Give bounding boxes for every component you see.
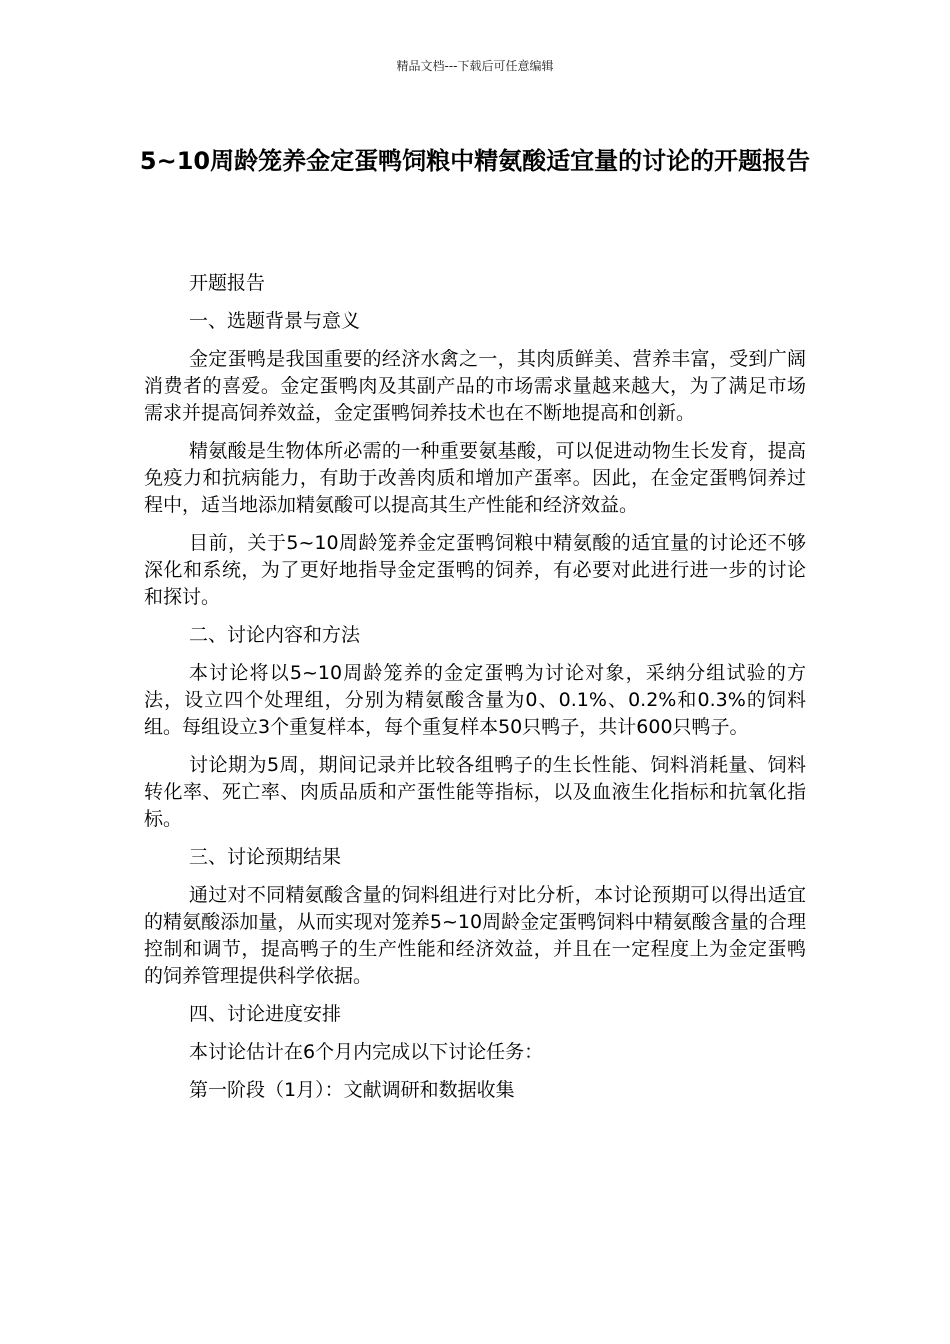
paragraph: 目前，关于5~10周龄笼养金定蛋鸭饲粮中精氨酸的适宜量的讨论还不够深化和系统，为了更好地指导金定蛋鸭的饲养，有必要对此进行进一步的讨论和探讨。 [144, 532, 806, 608]
paragraph: 本讨论将以5~10周龄笼养的金定蛋鸭为讨论对象，采纳分组试验的方法，设立四个处理组，分别为精氨酸含量为0、0.1%、0.2%和0.3%的饲料组。每组设立3个重复样本，每个重复样本50只鸭子，共计600只鸭子。 [144, 662, 806, 738]
section-heading-background: 一、选题背景与意义 [189, 310, 361, 332]
paragraph: 精氨酸是生物体所必需的一种重要氨基酸，可以促进动物生长发育，提高免疫力和抗病能力，有助于改善肉质和增加产蛋率。因此，在金定蛋鸭饲养过程中，适当地添加精氨酸可以提高其生产性能和经济效益。 [144, 440, 806, 516]
paragraph: 金定蛋鸭是我国重要的经济水禽之一，其肉质鲜美、营养丰富，受到广阔消费者的喜爱。金定蛋鸭肉及其副产品的市场需求量越来越大，为了满足市场需求并提高饲养效益，金定蛋鸭饲养技术也在不断地提高和创新。 [144, 348, 806, 424]
schedule-item: 第一阶段（1月）：文献调研和数据收集 [189, 1079, 515, 1101]
paragraph: 通过对不同精氨酸含量的饲料组进行对比分析，本讨论预期可以得出适宜的精氨酸添加量，从而实现对笼养5~10周龄金定蛋鸭饲料中精氨酸含量的合理控制和调节，提高鸭子的生产性能和经济效益，并且在一定程度上为金定蛋鸭的饲养管理提供科学依据。 [144, 884, 806, 987]
paragraph: 讨论期为5周，期间记录并比较各组鸭子的生长性能、饲料消耗量、饲料转化率、死亡率、肉质品质和产蛋性能等指标，以及血液生化指标和抗氧化指标。 [144, 754, 806, 830]
document-title: 5~10周龄笼养金定蛋鸭饲粮中精氨酸适宜量的讨论的开题报告 [139, 147, 811, 175]
section-heading-schedule: 四、讨论进度安排 [189, 1003, 342, 1025]
report-label: 开题报告 [189, 272, 266, 294]
section-heading-methods: 二、讨论内容和方法 [189, 624, 361, 646]
paragraph: 本讨论估计在6个月内完成以下讨论任务： [189, 1041, 544, 1063]
page-header: 精品文档---下载后可任意编辑 [396, 59, 554, 73]
document-body [144, 270, 806, 1115]
section-heading-expected-results: 三、讨论预期结果 [189, 846, 342, 868]
